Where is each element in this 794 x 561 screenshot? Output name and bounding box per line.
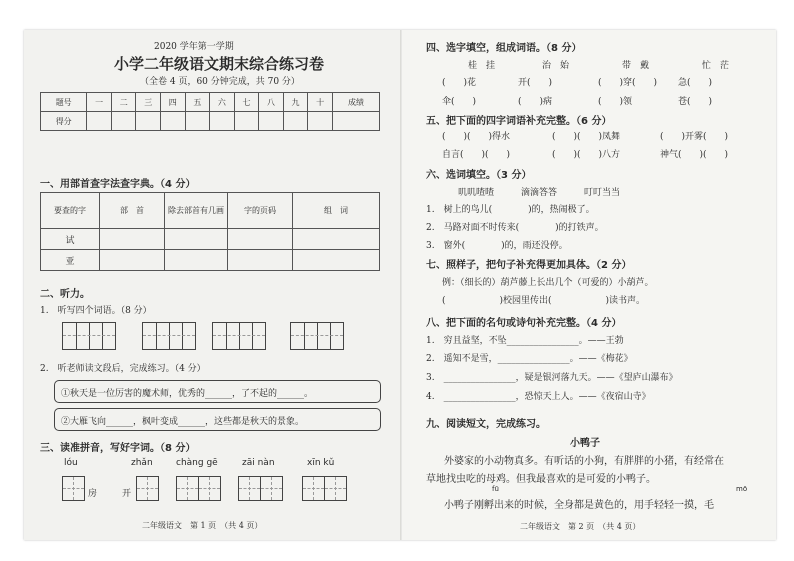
- score-cell[interactable]: [308, 112, 333, 131]
- ruby-mo: mō: [736, 485, 748, 493]
- expand-sentence[interactable]: ( )校园里传出( )读书声。: [442, 296, 646, 306]
- section-5-heading: 五、把下面的四字词语补充完整。（6 分）: [426, 116, 612, 127]
- fixed-char-fang: 房: [88, 489, 98, 499]
- passage-line: 外婆家的小动物真多。有听话的小狗，有胖胖的小猪，有经常在: [444, 456, 724, 467]
- answer-box: [54, 408, 381, 431]
- dict-answer-cell[interactable]: [165, 250, 228, 271]
- exam-sheet: [24, 30, 776, 540]
- page-1: [24, 30, 402, 540]
- fill-word[interactable]: 开( ): [518, 78, 553, 88]
- listening-blank-1[interactable]: ①秋天是一位厉害的魔术师，优秀的______，了不起的______。: [61, 389, 314, 399]
- score-header-cell: 五: [185, 93, 210, 112]
- page-footer-1: 二年级语文 第 1 页 （共 4 页）: [142, 521, 263, 530]
- dict-header: 组 词: [293, 193, 380, 229]
- section-2-heading: 二、听力。: [40, 289, 90, 300]
- poem-line[interactable]: 4. ________________，恐惊天上人。——《夜宿山寺》: [426, 392, 651, 402]
- fill-sentence[interactable]: 3. 窗外( )的，雨还没停。: [426, 241, 568, 251]
- score-header-cell: 九: [283, 93, 308, 112]
- section-7-heading: 七、照样子，把句子补充得更加具体。（2 分）: [426, 260, 632, 271]
- score-row-label: 得分: [41, 112, 87, 131]
- score-header-cell: 三: [136, 93, 161, 112]
- char-grid[interactable]: [302, 476, 325, 501]
- char-pair: 桂 挂: [468, 61, 496, 71]
- pinyin-lou: lóu: [64, 458, 78, 468]
- score-cell[interactable]: [111, 112, 136, 131]
- passage-title: 小鸭子: [570, 438, 600, 449]
- dict-answer-cell[interactable]: [100, 250, 165, 271]
- score-cell[interactable]: [234, 112, 259, 131]
- score-cell[interactable]: [161, 112, 186, 131]
- dictionary-table: [40, 192, 380, 271]
- score-header-cell: 十: [308, 93, 333, 112]
- score-cell[interactable]: [210, 112, 235, 131]
- dict-header: 除去部首有几画: [165, 193, 228, 229]
- dict-answer-cell[interactable]: [165, 229, 228, 250]
- dict-answer-cell[interactable]: [100, 229, 165, 250]
- poem-line[interactable]: 2. 遥知不是雪，________________。——《梅花》: [426, 354, 633, 364]
- passage-line: 草地找虫吃的母鸡。但我最喜欢的是可爱的小鸭子。: [426, 474, 656, 485]
- score-header-cell: 二: [111, 93, 136, 112]
- score-cell[interactable]: [185, 112, 210, 131]
- idiom-fill[interactable]: ( )( )八方: [552, 150, 621, 160]
- example-sentence: 例：（细长的）葫芦藤上长出几个（可爱的）小葫芦。: [442, 278, 654, 288]
- score-cell[interactable]: [283, 112, 308, 131]
- score-header-cell: 一: [87, 93, 112, 112]
- poem-line[interactable]: 1. 穷且益坚，不坠________________。——王勃: [426, 336, 624, 346]
- idiom-fill[interactable]: 神气( )( ): [660, 150, 729, 160]
- exam-title: 小学二年级语文期末综合练习卷: [114, 55, 325, 73]
- fill-word[interactable]: ( )病: [518, 97, 553, 107]
- char-pair: 忙 茫: [702, 61, 730, 71]
- ruby-fu: fū: [492, 485, 499, 493]
- idiom-fill[interactable]: ( )( )得水: [442, 132, 511, 142]
- idiom-fill[interactable]: ( )( )凤舞: [552, 132, 621, 142]
- fill-word[interactable]: 伞( ): [442, 97, 477, 107]
- passage-line: 小鸭子刚孵出来的时候，全身都是黄色的，用手轻轻一摸，毛: [444, 500, 714, 511]
- score-cell[interactable]: [259, 112, 284, 131]
- fill-word[interactable]: ( )领: [598, 97, 633, 107]
- char-grid[interactable]: [238, 476, 261, 501]
- score-header-cell: 成绩: [333, 93, 380, 112]
- dict-char: 试: [41, 229, 100, 250]
- section-8-heading: 八、把下面的名句或诗句补充完整。（4 分）: [426, 318, 622, 329]
- fill-word[interactable]: ( )穿( ): [598, 78, 658, 88]
- page-footer-2: 二年级语文 第 2 页 （共 4 页）: [520, 522, 641, 531]
- section-9-heading: 九、阅读短文，完成练习。: [426, 419, 546, 430]
- listening-q1: 1. 听写四个词语。（8 分）: [40, 306, 152, 316]
- char-pair: 治 始: [542, 61, 570, 71]
- fill-sentence[interactable]: 1. 树上的鸟儿( )的，热闹极了。: [426, 205, 595, 215]
- dictation-box[interactable]: [290, 322, 344, 350]
- score-table: [40, 92, 380, 131]
- score-header-cell: 七: [234, 93, 259, 112]
- score-cell[interactable]: [87, 112, 112, 131]
- pinyin-changge: chàng gē: [176, 458, 218, 468]
- fill-word[interactable]: ( )花: [442, 78, 477, 88]
- score-header-cell: 八: [259, 93, 284, 112]
- idiom-fill[interactable]: ( )开雾( ): [660, 132, 729, 142]
- section-3-heading: 三、读准拼音，写好字词。（8 分）: [40, 443, 196, 454]
- score-header-cell: 六: [210, 93, 235, 112]
- section-1-heading: 一、用部首查字法查字典。（4 分）: [40, 179, 196, 190]
- answer-box: [54, 380, 381, 403]
- char-grid[interactable]: [136, 476, 159, 501]
- dict-header: 要查的字: [41, 193, 100, 229]
- section-6-heading: 六、选词填空。（3 分）: [426, 170, 532, 181]
- page-2: [402, 30, 776, 540]
- char-grid[interactable]: [324, 476, 347, 501]
- score-header-cell: 四: [161, 93, 186, 112]
- char-grid[interactable]: [62, 476, 85, 501]
- score-cell[interactable]: [136, 112, 161, 131]
- dict-answer-cell[interactable]: [293, 229, 380, 250]
- exam-subtitle: （全卷 4 页，60 分钟完成，共 70 分）: [140, 77, 300, 87]
- word-bank: 叽叽喳喳 滴滴答答 叮叮当当: [458, 188, 621, 198]
- dictation-box[interactable]: [142, 322, 196, 350]
- score-header-cell: 题号: [41, 93, 87, 112]
- dictation-box[interactable]: [62, 322, 116, 350]
- dict-header: 字的页码: [228, 193, 293, 229]
- pinyin-zhan: zhǎn: [131, 458, 153, 468]
- dictation-box[interactable]: [212, 322, 266, 350]
- listening-q2: 2. 听老师读文段后，完成练习。（4 分）: [40, 364, 206, 374]
- section-4-heading: 四、选字填空，组成词语。（8 分）: [426, 43, 582, 54]
- dict-char: 亚: [41, 250, 100, 271]
- fill-word[interactable]: 苍( ): [678, 97, 713, 107]
- pinyin-zainan: zāi nàn: [242, 458, 275, 468]
- idiom-fill[interactable]: 自言( )( ): [442, 150, 511, 160]
- char-grid[interactable]: [176, 476, 199, 501]
- dict-answer-cell[interactable]: [228, 229, 293, 250]
- poem-line[interactable]: 3. ________________，疑是银河落九天。——《望庐山瀑布》: [426, 373, 678, 383]
- dict-answer-cell[interactable]: [228, 250, 293, 271]
- char-pair: 带 戴: [622, 61, 650, 71]
- semester-label: 2020 学年第一学期: [154, 42, 234, 52]
- dict-header: 部 首: [100, 193, 165, 229]
- fill-sentence[interactable]: 2. 马路对面不时传来( )的打铁声。: [426, 223, 604, 233]
- score-cell[interactable]: [333, 112, 380, 131]
- fixed-char-kai: 开: [122, 489, 132, 499]
- fill-word[interactable]: 急( ): [678, 78, 713, 88]
- char-grid[interactable]: [260, 476, 283, 501]
- dict-answer-cell[interactable]: [293, 250, 380, 271]
- pinyin-xinku: xīn kǔ: [307, 458, 335, 468]
- char-grid[interactable]: [198, 476, 221, 501]
- listening-blank-2[interactable]: ②大雁飞向______，枫叶变成______，这些都是秋天的景象。: [61, 417, 305, 427]
